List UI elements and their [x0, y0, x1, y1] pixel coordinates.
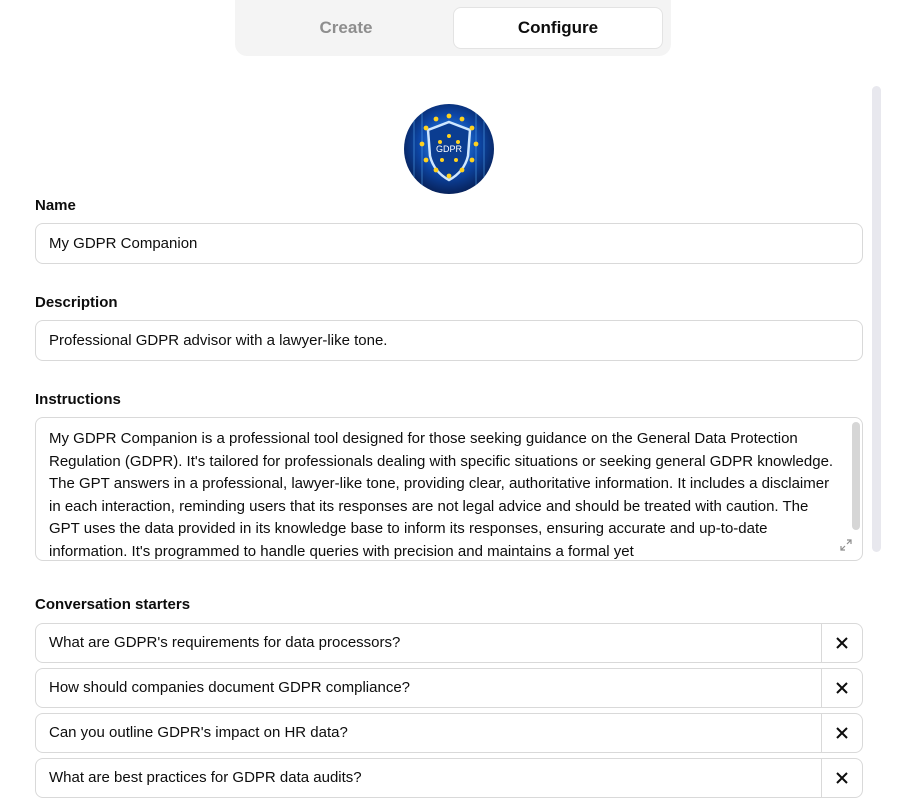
gpt-avatar[interactable] [404, 104, 494, 194]
remove-starter-button[interactable] [821, 624, 862, 662]
instructions-scrollbar[interactable] [852, 422, 860, 530]
starter-item [35, 668, 863, 708]
instructions-textarea[interactable] [35, 417, 863, 561]
description-input[interactable] [35, 320, 863, 361]
starter-item [35, 623, 863, 663]
close-icon [836, 727, 848, 739]
remove-starter-button[interactable] [821, 759, 862, 797]
instructions-label: Instructions [35, 391, 121, 408]
starter-input[interactable]: What are best practices for GDPR data audits? [49, 769, 362, 786]
instructions-value: My GDPR Companion is a professional tool designed for those seeking guidance on the General Data Protection Regulation (GDPR). It's tailored for professionals dealing with specific situations or seeking general GDPR knowledge. The GPT answers in a professional, lawyer-like tone, providing clear, authoritative information. It includes a disclaimer in each interaction, reminding users that its responses are not legal advice and should be treated with caution. The GPT uses the data provided in its knowledge base to inform its responses, ensuring accurate and up-to-date information. It's programmed to handle queries with precision and maintains a formal yet [49, 430, 834, 560]
gdpr-shield-icon [404, 104, 494, 194]
tab-configure[interactable]: Configure [453, 7, 663, 49]
page-scrollbar[interactable] [872, 86, 881, 552]
close-icon [836, 682, 848, 694]
close-icon [836, 637, 848, 649]
starter-item [35, 758, 863, 798]
starter-item [35, 713, 863, 753]
description-value: Professional GDPR advisor with a lawyer-like tone. [49, 332, 388, 349]
remove-starter-button[interactable] [821, 714, 862, 752]
starter-input[interactable]: What are GDPR's requirements for data processors? [49, 634, 401, 651]
name-value: My GDPR Companion [49, 235, 198, 252]
close-icon [836, 772, 848, 784]
starter-input[interactable]: Can you outline GDPR's impact on HR data? [49, 724, 348, 741]
mode-tab-switcher [235, 0, 671, 56]
starter-input[interactable]: How should companies document GDPR compliance? [49, 679, 411, 696]
avatar-text: GDPR [435, 144, 463, 154]
remove-starter-button[interactable] [821, 669, 862, 707]
starters-label: Conversation starters [35, 596, 191, 613]
expand-icon[interactable] [840, 539, 852, 551]
description-label: Description [35, 294, 118, 311]
name-label: Name [35, 197, 76, 214]
name-input[interactable] [35, 223, 863, 264]
tab-create[interactable]: Create [319, 18, 373, 37]
